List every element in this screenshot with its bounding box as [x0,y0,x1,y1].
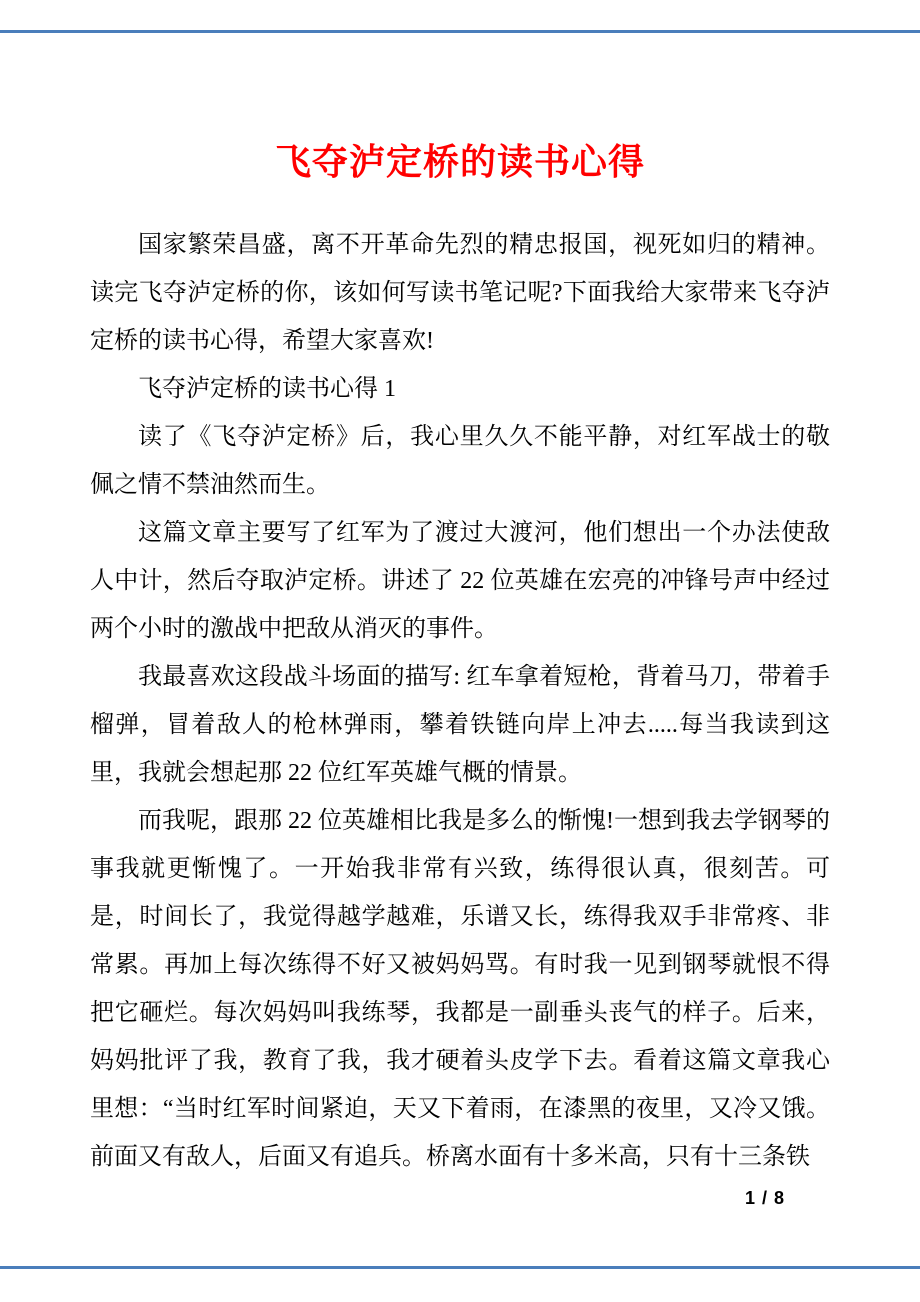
document-body [90,221,830,1181]
body-paragraph: 而我呢，跟那 22 位英雄相比我是多么的惭愧!一想到我去学钢琴的事我就更惭愧了。一开始我非常有兴致，练得很认真，很刻苦。可是，时间长了，我觉得越学越难，乐谱又长，练得我双手非常疼、非常累。再加上每次练得不好又被妈妈骂。有时我一见到钢琴就恨不得把它砸烂。每次妈妈叫我练琴，我都是一副垂头丧气的样子。后来，妈妈批评了我，教育了我，我才硬着头皮学下去。看着这篇文章我心里想：“当时红军时间紧迫，天又下着雨，在漆黑的夜里，又冷又饿。前面又有敌人，后面又有追兵。桥离水面有十多米高，只有十三条铁 [90,808,830,1170]
document-title: 飞夺泸定桥的读书心得 [274,142,645,182]
header-rule [0,30,920,33]
body-paragraph: 我最喜欢这段战斗场面的描写: 红车拿着短枪，背着马刀，带着手榴弹，冒着敌人的枪林弹雨，攀着铁链向岸上冲去.....每当我读到这里，我就会想起那 22 位红军英雄气概的情景。 [90,664,830,786]
page-number: 1 / 8 [744,1188,785,1208]
body-paragraph: 飞夺泸定桥的读书心得 1 [138,376,396,402]
body-paragraph: 这篇文章主要写了红军为了渡过大渡河，他们想出一个办法使敌人中计，然后夺取泸定桥。讲述了 22 位英雄在宏亮的冲锋号声中经过两个小时的激战中把敌从消灭的事件。 [90,520,830,642]
body-paragraph: 读了《飞夺泸定桥》后，我心里久久不能平静，对红军战士的敬佩之情不禁油然而生。 [90,424,830,498]
body-paragraph: 国家繁荣昌盛，离不开革命先烈的精忠报国，视死如归的精神。读完飞夺泸定桥的你，该如何写读书笔记呢?下面我给大家带来飞夺泸定桥的读书心得，希望大家喜欢! [90,232,830,354]
footer-rule [0,1266,920,1269]
